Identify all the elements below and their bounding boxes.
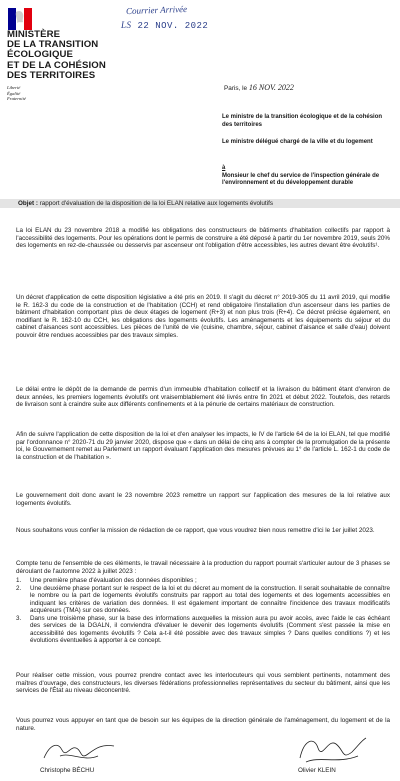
republic-motto <box>7 85 26 102</box>
objet-label: Objet : <box>18 200 38 207</box>
paragraph-loi-elan: La loi ELAN du 23 novembre 2018 a modifié les obligations des constructeurs de bâtiments d'habitation collectifs par rapport à l'accessibilité des logements. Pour les opérations dont le permis de construire a été déposé à partir du 1er novembre 2019, seuls 20% des logements en rez-de-chaussée ou desservis par ascenseur ont l'obligation d'être accessibles, les autres devant être évolutifs¹. <box>16 227 390 250</box>
signatory-right: Olivier KLEIN <box>298 767 336 774</box>
list-item-text: Dans une troisième phase, sur la base des informations auxquelles la mission aura pu avoir accès, avec l'aide le cas échéant des services de la DGALN, il conviendra d'évaluer le devenir des logements évolutifs (Comment s'est passée la mise en accessibilité des logements évolutifs ? Cela a-t-il été possible avec des travaux simples ? Dans quelles conditions ?) et les évolutions éventuelles à apporter à ce concept. <box>30 614 390 645</box>
date-handwritten: 16 NOV. 2022 <box>248 83 294 92</box>
courrier-stamp-date <box>121 20 208 31</box>
motto-line: Égalité <box>7 90 21 96</box>
paragraph-delai: Le délai entre le dépôt de la demande de permis d'un immeuble d'habitation collectif et la livraison du bâtiment étant d'environ de deux années, les premiers logements évolutifs ont vraisemblablement été livrés entre fin 2021 et début 2022. Toutefois, des retards de livraison sont à craindre suite aux différents confinements et à la pénurie de certains matériaux de construction. <box>16 386 390 409</box>
addressee-inspection-text: Monsieur le chef du service de l'inspection générale de l'environnement et du développement durable <box>222 172 380 187</box>
phases-list <box>16 577 390 645</box>
list-item <box>16 615 390 645</box>
addressee-minister: Le ministre de la transition écologique et de la cohésion des territoires <box>222 114 383 128</box>
courrier-stamp-label: Courrier Arrivée <box>125 3 188 17</box>
paragraph-appui: Vous pourrez vous appuyer en tant que de besoin sur les équipes de la direction générale de l'aménagement, du logement et de la nature. <box>16 717 390 732</box>
paragraph-decret: Un décret d'application de cette disposition législative a été pris en 2019. Il s'agit du décret n° 2019-305 du 11 avril 2019, qui modifie le R. 162-3 du code de la construction et de l'habitation (CCH) et rend obligatoire l'installation d'un ascenseur dans les parties de bâtiment d'habitation comportant plus de deux étages de logement (R+3) et non plus trois (R+4). Ce décret précise également, en modifiant le R. 162-10 du CCH, les obligations des logements évolutifs. Les aménagements et les équipements du séjour et du cabinet d'aisances sont accessibles. Les pièces de l'unité de vie (cuisine, chambre, séjour, cabinet d'aisance et salle d'eau) doivent pouvoir être rendues accessibles par des travaux simples. <box>16 294 390 339</box>
signature-right-icon <box>292 732 370 766</box>
objet-text: rapport d'évaluation de la disposition de la loi ELAN relative aux logements évolutifs <box>39 200 273 207</box>
ministry-line: ÉCOLOGIQUE <box>7 49 74 61</box>
list-marker: 1. <box>16 577 22 584</box>
stamp-initials: LS <box>121 20 132 30</box>
objet-row <box>0 199 400 208</box>
paragraph-echeance: Le gouvernement doit donc avant le 23 novembre 2023 remettre un rapport sur l'application des mesures de la loi relative aux logements évolutifs. <box>16 492 390 507</box>
marianne-logo-icon <box>8 8 32 30</box>
paragraph-mission: Nous souhaitons vous confier la mission de rédaction de ce rapport, que vous voudrez bien nous remettre d'ici le 1er juillet 2023. <box>16 527 375 534</box>
ministry-name <box>7 30 167 81</box>
place: Paris, le <box>224 85 248 92</box>
place-date <box>224 83 294 92</box>
signature-left-icon <box>40 738 120 764</box>
list-marker: 2. <box>16 584 22 592</box>
paragraph-suivi: Afin de suivre l'application de cette disposition de la loi et d'en analyser les impacts, le IV de l'article 64 de la loi ELAN, tel que modifié par l'ordonnance n° 2020-71 du 29 janvier 2020, dispose que « dans un délai de cinq ans à compter de la promulgation de la présente loi, le Gouvernement remet au Parlement un rapport évaluant l'application des mesures prévues au 1° de l'article L. 162-1 du code de la construction et de l'habitation ». <box>16 431 390 461</box>
ministry-line: ET DE LA COHÉSION <box>7 59 106 71</box>
list-marker: 3. <box>16 614 22 622</box>
paragraph-phases-intro: Compte tenu de l'ensemble de ces éléments, le travail nécessaire à la production du rapport pourrait s'articuler autour de 3 phases se déroulant de l'automne 2022 à juillet 2023 : <box>16 560 390 575</box>
list-item <box>16 577 390 585</box>
ministry-line: MINISTÈRE <box>7 29 61 40</box>
list-item-text: Une première phase d'évaluation des données disponibles ; <box>30 577 197 584</box>
motto-line: Liberté <box>7 85 21 90</box>
list-item-text: Une deuxième phase portant sur le respect de la loi et du décret au moment de la construction. Il serait souhaitable de connaître le nombre ou la part de logements évolutifs construits par rapport au total des logements et des logements accessibles en indiquant les critères de variation des données. Il est également important de connaître l'incidence des travaux modificatifs acquéreurs (TMA) sur ces données. <box>30 584 390 615</box>
addressee-inspection <box>222 165 394 188</box>
addressee-delegate-minister: Le ministre délégué chargé de la ville et du logement <box>222 139 373 145</box>
list-item <box>16 585 390 615</box>
signatory-left: Christophe BÉCHU <box>40 767 95 774</box>
addressee-prefix: à <box>222 165 226 171</box>
ministry-line: DES TERRITOIRES <box>7 69 96 81</box>
paragraph-interlocuteurs: Pour réaliser cette mission, vous pourrez prendre contact avec les interlocuteurs qui vous semblent pertinents, notamment des maîtres d'ouvrage, des constructeurs, les diverses fédérations professionnelles représentatives du secteur du bâtiment, ainsi que les services de l'État au niveau déconcentré. <box>16 672 390 695</box>
ministry-line: DE LA TRANSITION <box>7 39 99 51</box>
motto-line: Fraternité <box>7 96 26 102</box>
stamp-date-value: 22 NOV. 2022 <box>137 21 209 31</box>
